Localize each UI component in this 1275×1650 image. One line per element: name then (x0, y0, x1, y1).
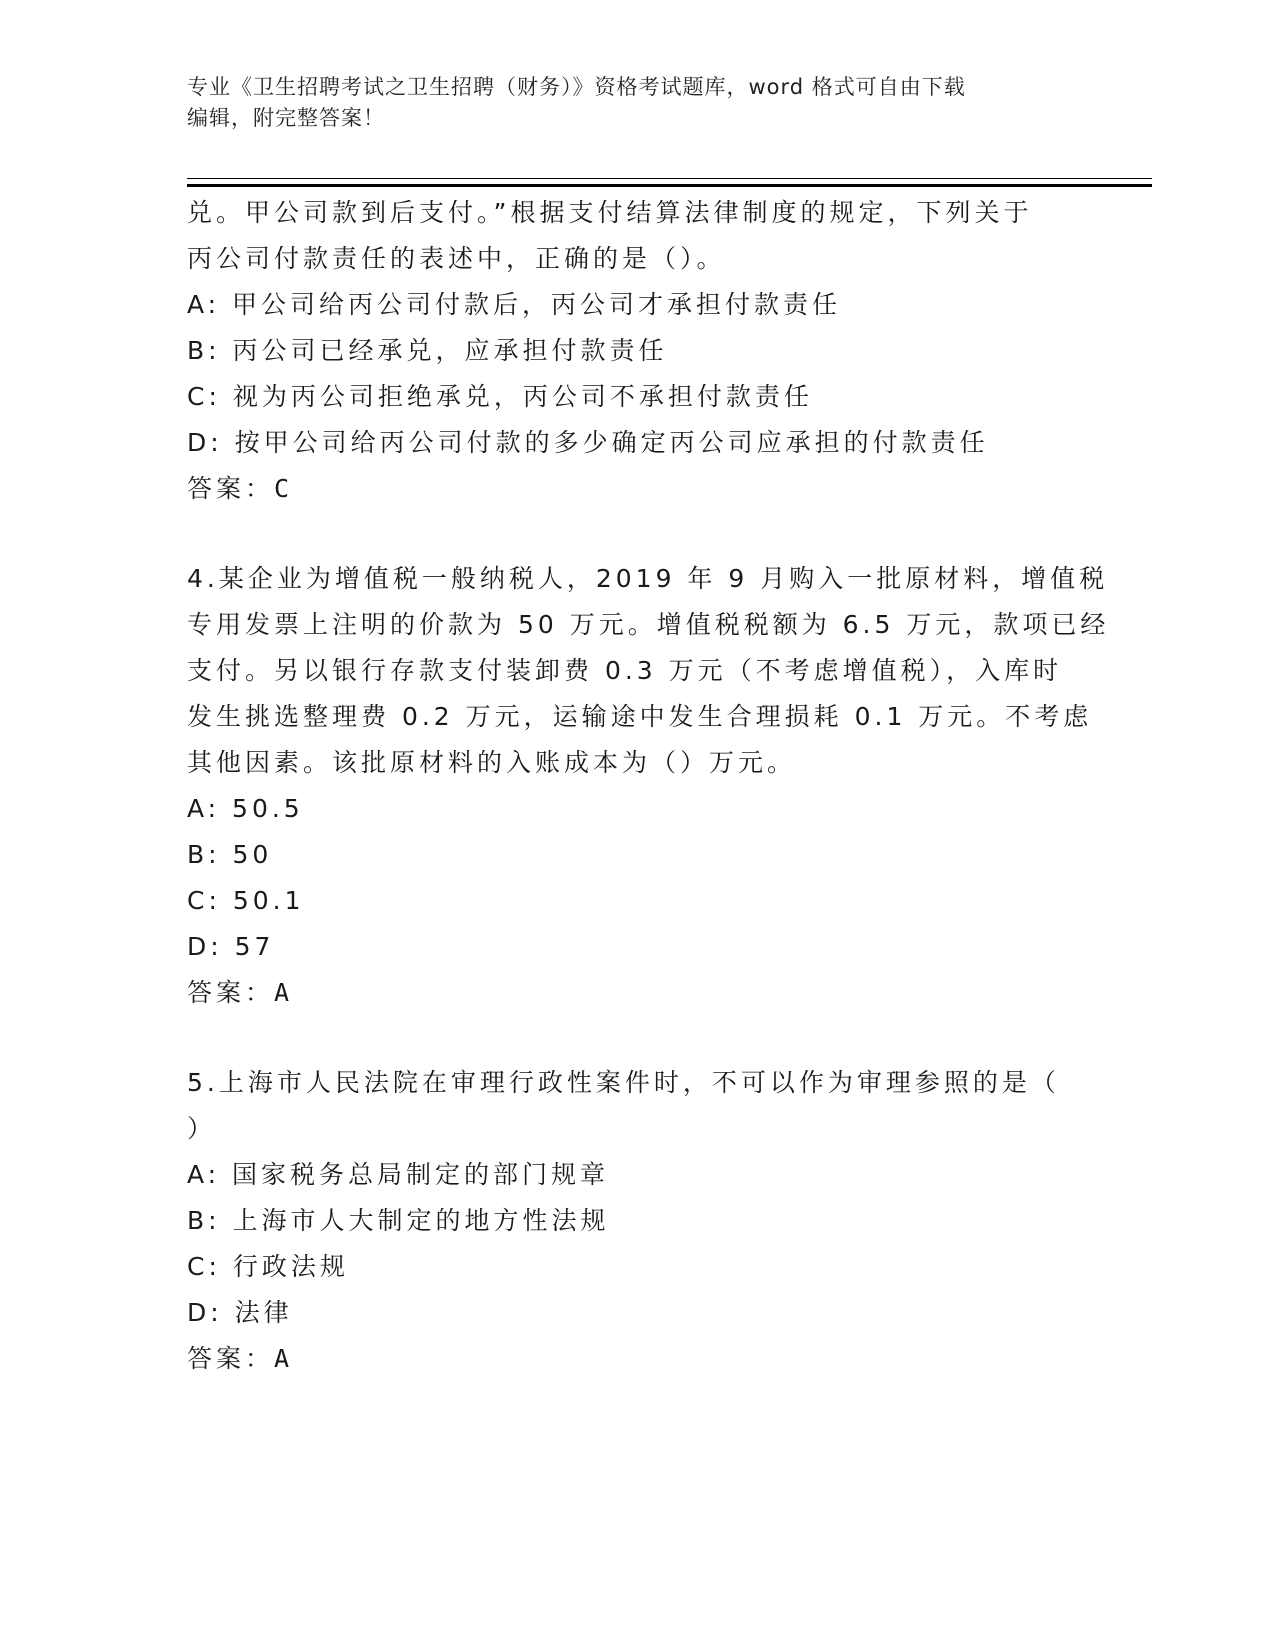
question-3-stem-line: 兑。甲公司款到后支付。”根据支付结算法律制度的规定，下列关于 (187, 198, 1033, 227)
answer-value: A (274, 1344, 292, 1373)
question-4-stem-line: 支付。另以银行存款支付装卸费 0.3 万元（不考虑增值税），入库时 (187, 656, 1063, 685)
question-3-stem-line: 丙公司付款责任的表述中，正确的是（）。 (187, 244, 726, 273)
question-5-option-a: A: 国家税务总局制定的部门规章 (187, 1160, 610, 1189)
question-5-option-d: D: 法律 (187, 1298, 293, 1327)
question-3 (187, 190, 1087, 512)
page-header (187, 72, 1087, 134)
question-3-option-b: B: 丙公司已经承兑，应承担付款责任 (187, 336, 668, 365)
question-5-stem-line: 5.上海市人民法院在审理行政性案件时，不可以作为审理参照的是（ (187, 1068, 1060, 1097)
question-3-option-d: D: 按甲公司给丙公司付款的多少确定丙公司应承担的付款责任 (187, 428, 989, 457)
question-5 (187, 1060, 1087, 1382)
question-4-stem-line: 4.某企业为增值税一般纳税人，2019 年 9 月购入一批原材料，增值税 (187, 564, 1109, 593)
question-gap (187, 1016, 1087, 1060)
question-4-stem-line: 发生挑选整理费 0.2 万元，运输途中发生合理损耗 0.1 万元。不考虑 (187, 702, 1093, 731)
question-3-option-c: C: 视为丙公司拒绝承兑，丙公司不承担付款责任 (187, 382, 813, 411)
question-content (187, 190, 1110, 1382)
answer-label: 答案： (187, 474, 275, 503)
question-3-answer (187, 466, 1087, 512)
header-rule-thick (187, 184, 1152, 187)
question-5-stem-line: ） (187, 1114, 217, 1143)
question-4-answer (187, 970, 1087, 1016)
question-4-option-c: C: 50.1 (187, 886, 305, 915)
answer-value: C (274, 474, 292, 503)
question-4-option-b: B: 50 (187, 840, 273, 869)
question-5-answer (187, 1336, 1087, 1382)
answer-label: 答案： (187, 1344, 275, 1373)
question-5-option-b: B: 上海市人大制定的地方性法规 (187, 1206, 610, 1235)
question-gap (187, 512, 1087, 556)
header-rule-thin (187, 178, 1152, 179)
answer-label: 答案： (187, 978, 275, 1007)
header-line-2: 编辑，附完整答案！ (187, 106, 385, 130)
question-4 (187, 556, 1110, 1016)
question-4-option-d: D: 57 (187, 932, 275, 961)
question-4-stem-line: 其他因素。该批原材料的入账成本为（）万元。 (187, 748, 797, 777)
answer-value: A (274, 978, 292, 1007)
question-4-option-a: A: 50.5 (187, 794, 304, 823)
header-line-1: 专业《卫生招聘考试之卫生招聘（财务）》资格考试题库，word 格式可自由下载 (187, 75, 966, 99)
question-3-option-a: A: 甲公司给丙公司付款后，丙公司才承担付款责任 (187, 290, 842, 319)
question-5-option-c: C: 行政法规 (187, 1252, 349, 1281)
question-4-stem-line: 专用发票上注明的价款为 50 万元。增值税税额为 6.5 万元，款项已经 (187, 610, 1110, 639)
